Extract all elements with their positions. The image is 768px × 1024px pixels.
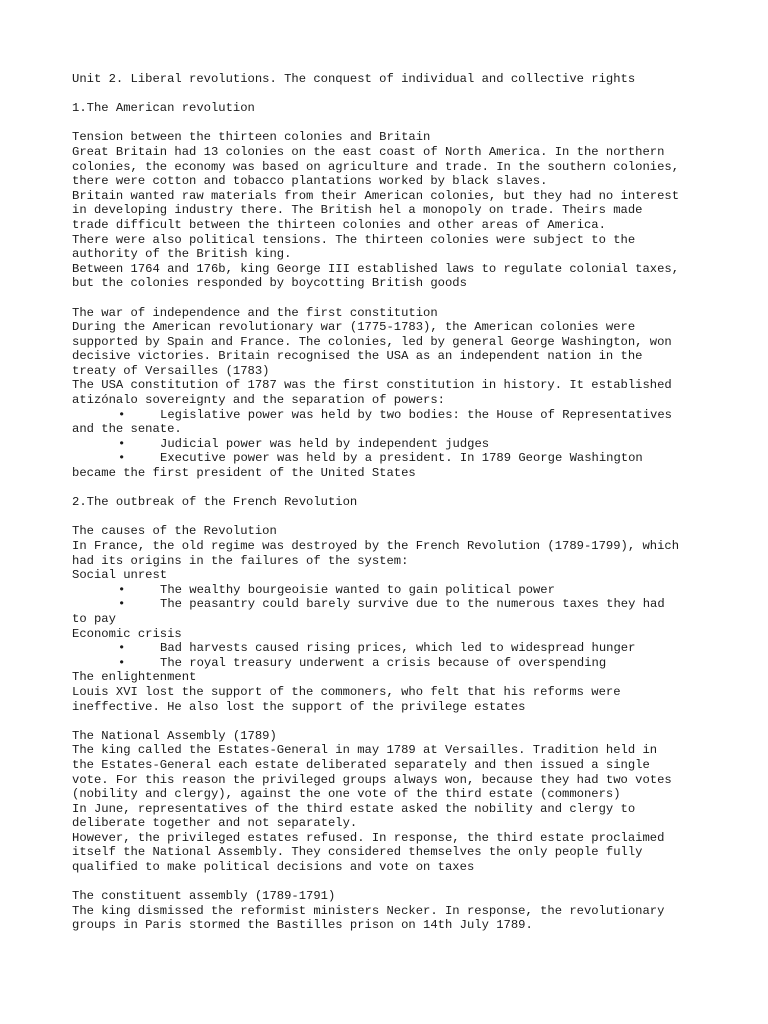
- bullet-icon: •: [118, 451, 126, 466]
- text-line: During the American revolutionary war (1775-1783), the American colonies were: [72, 320, 636, 335]
- blank-line: [72, 875, 712, 890]
- bullet-text: The peasantry could barely survive due to the numerous taxes they had: [160, 597, 665, 612]
- text-line: deliberate together and not separately.: [72, 816, 358, 831]
- text-line: and the senate.: [72, 422, 182, 437]
- blank-line: [72, 116, 712, 131]
- blank-line: [72, 510, 712, 525]
- bullet-text: Bad harvests caused rising prices, which led to widespread hunger: [160, 641, 636, 656]
- bullet-item: [72, 437, 712, 452]
- text-line: colonies, the economy was based on agriculture and trade. In the southern colonies,: [72, 159, 680, 174]
- text-line: supported by Spain and France. The colonies, led by general George Washington, won: [72, 334, 672, 349]
- text-line: there were cotton and tobacco plantations worked by black slaves.: [72, 174, 548, 189]
- text-line: In June, representatives of the third estate asked the nobility and clergy to: [72, 801, 636, 816]
- text-line: the Estates-General each estate deliberated separately and then issued a single: [72, 757, 650, 772]
- text-line: ineffective. He also lost the support of the privilege estates: [72, 699, 526, 714]
- text-line: Tension between the thirteen colonies and Britain: [72, 130, 431, 145]
- text-line: decisive victories. Britain recognised the USA as an independent nation in the: [72, 349, 643, 364]
- bullet-icon: •: [118, 407, 126, 422]
- text-line: authority of the British king.: [72, 247, 292, 262]
- blank-line: [72, 481, 712, 496]
- text-line: The constituent assembly (1789-1791): [72, 889, 336, 904]
- text-line: The king dismissed the reformist ministers Necker. In response, the revolutionary: [72, 903, 665, 918]
- text-line: The USA constitution of 1787 was the first constitution in history. It established: [72, 378, 672, 393]
- text-line: In France, the old regime was destroyed by the French Revolution (1789-1799), which: [72, 539, 680, 553]
- document-page: [72, 72, 712, 933]
- text-line: to pay: [72, 611, 116, 626]
- bullet-icon: •: [118, 641, 126, 656]
- bullet-icon: •: [118, 597, 126, 612]
- text-line: Social unrest: [72, 568, 168, 583]
- bullet-icon: •: [118, 582, 126, 597]
- bullet-item: [72, 583, 712, 598]
- text-line: Great Britain had 13 colonies on the east coast of North America. In the northern: [72, 144, 665, 159]
- blank-line: [72, 291, 712, 306]
- text-line: The causes of the Revolution: [72, 524, 277, 539]
- text-line: but the colonies responded by boycotting British goods: [72, 276, 467, 291]
- text-line: Unit 2. Liberal revolutions. The conquest of individual and collective rights: [72, 72, 636, 86]
- text-line: (nobility and clergy), against the one vote of the third estate (commoners): [72, 787, 621, 802]
- text-line: Between 1764 and 176b, king George III established laws to regulate colonial taxes,: [72, 261, 680, 276]
- bullet-text: Executive power was held by a president. In 1789 George Washington: [160, 451, 643, 466]
- blank-line: [72, 714, 712, 729]
- text-line: atizónalo sovereignty and the separation of powers:: [72, 393, 445, 408]
- text-line: treaty of Versailles (1783): [72, 363, 270, 378]
- bullet-text: Judicial power was held by independent judges: [160, 436, 490, 451]
- bullet-text: Legislative power was held by two bodies: the House of Representatives: [160, 407, 672, 422]
- bullet-item: [72, 408, 712, 423]
- text-line: trade difficult between the thirteen colonies and other areas of America.: [72, 217, 606, 232]
- text-line: qualified to make political decisions and vote on taxes: [72, 860, 475, 875]
- text-line: 2.The outbreak of the French Revolution: [72, 495, 358, 510]
- bullet-item: [72, 656, 712, 671]
- text-line: vote. For this reason the privileged groups always won, because they had two votes: [72, 772, 672, 787]
- bullet-item: [72, 451, 712, 466]
- text-line: The National Assembly (1789): [72, 728, 277, 743]
- text-line: Louis XVI lost the support of the commoners, who felt that his reforms were: [72, 684, 621, 699]
- text-line: groups in Paris stormed the Bastilles prison on 14th July 1789.: [72, 918, 533, 933]
- text-line: The enlightenment: [72, 670, 197, 685]
- bullet-item: [72, 597, 712, 612]
- bullet-icon: •: [118, 655, 126, 670]
- text-line: had its origins in the failures of the system:: [72, 553, 409, 568]
- text-line: 1.The American revolution: [72, 101, 255, 116]
- text-line: Britain wanted raw materials from their American colonies, but they had no interest: [72, 188, 680, 203]
- bullet-item: [72, 641, 712, 656]
- text-line: The war of independence and the first constitution: [72, 305, 438, 320]
- bullet-icon: •: [118, 436, 126, 451]
- bullet-text: The wealthy bourgeoisie wanted to gain political power: [160, 582, 555, 597]
- text-line: Economic crisis: [72, 626, 182, 641]
- text-line: However, the privileged estates refused. In response, the third estate proclaimed: [72, 830, 665, 845]
- bullet-text: The royal treasury underwent a crisis because of overspending: [160, 655, 607, 670]
- text-line: There were also political tensions. The thirteen colonies were subject to the: [72, 232, 636, 247]
- text-line: became the first president of the United States: [72, 466, 416, 481]
- blank-line: [72, 87, 712, 102]
- text-line: itself the National Assembly. They considered themselves the only people fully: [72, 845, 643, 860]
- text-line: in developing industry there. The British hel a monopoly on trade. Theirs made: [72, 203, 643, 218]
- text-line: The king called the Estates-General in may 1789 at Versailles. Tradition held in: [72, 743, 658, 758]
